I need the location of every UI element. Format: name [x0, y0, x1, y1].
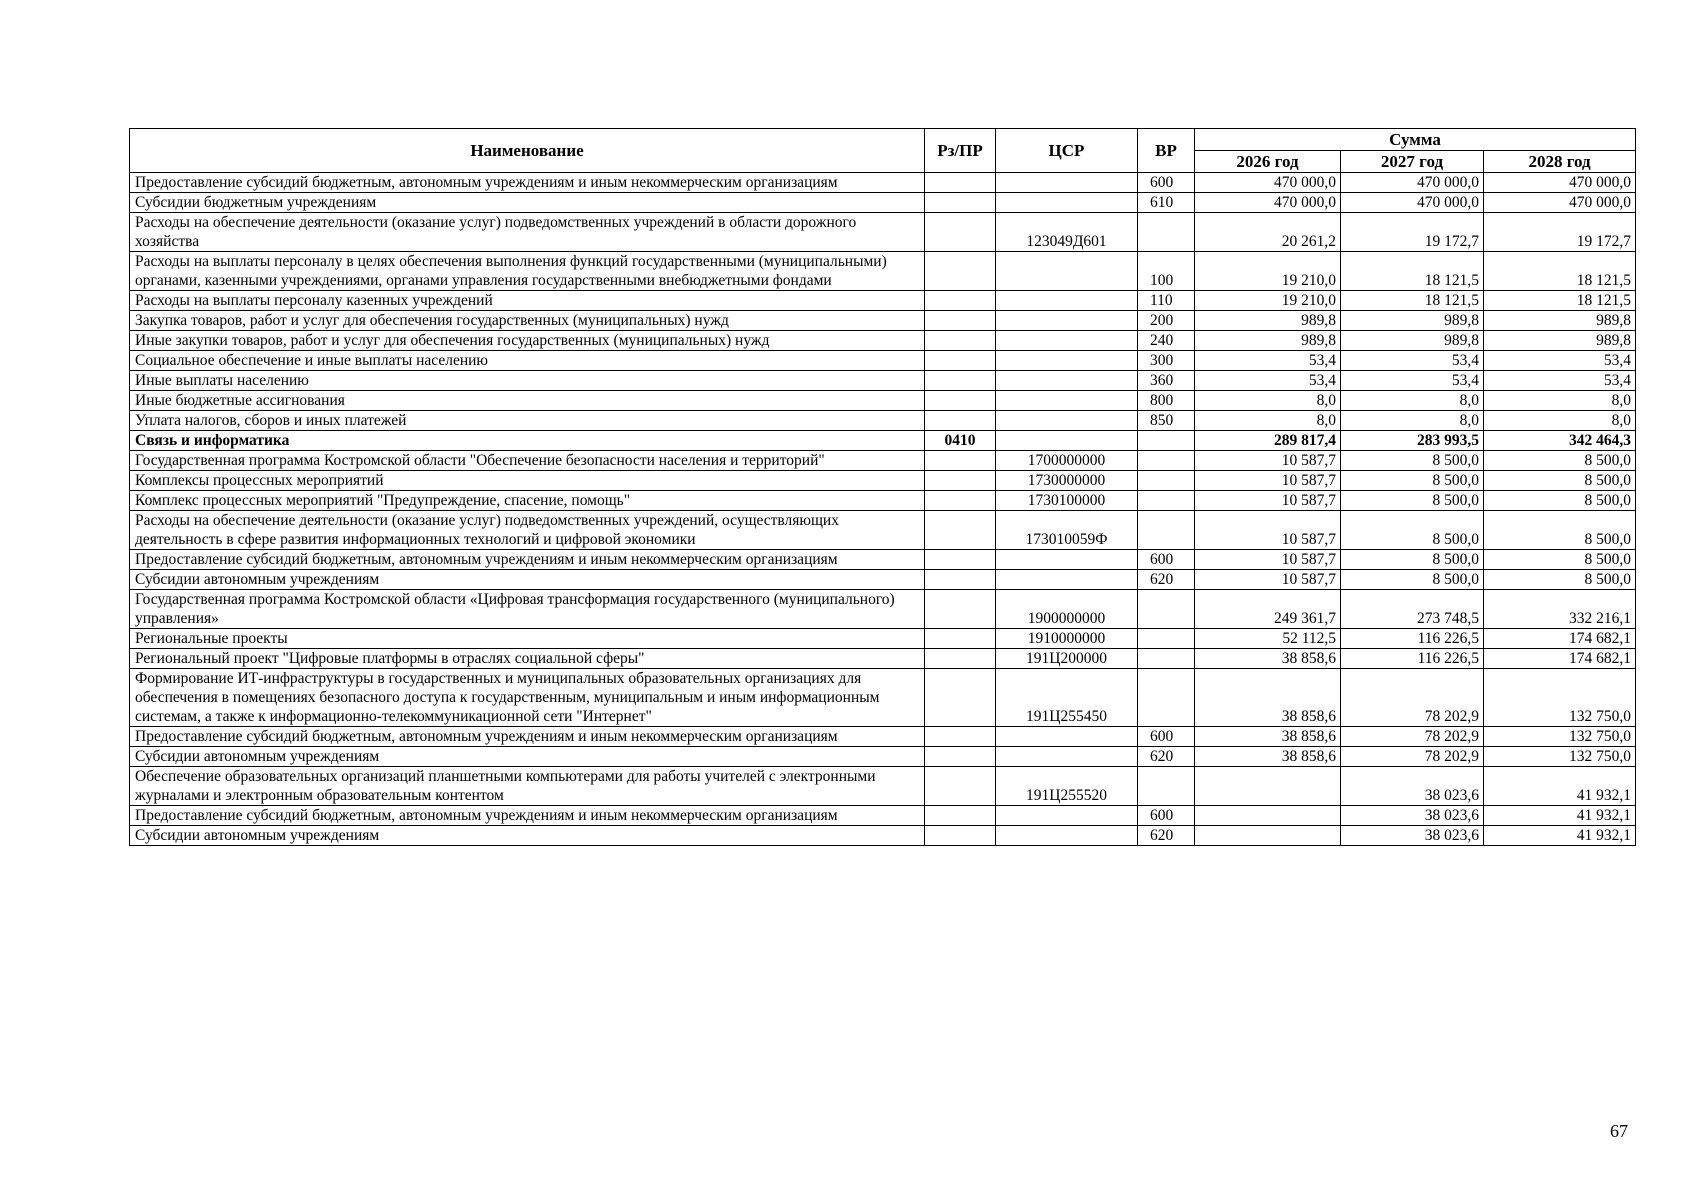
header-year-2026: 2026 год [1195, 151, 1341, 173]
cell-2028: 470 000,0 [1484, 173, 1636, 193]
cell-vr [1138, 491, 1195, 511]
header-sum: Сумма [1195, 129, 1636, 151]
table-row [130, 727, 1636, 747]
cell-2028: 41 932,1 [1484, 826, 1636, 846]
cell-2028: 41 932,1 [1484, 806, 1636, 826]
cell-2027: 78 202,9 [1341, 747, 1484, 767]
cell-rzpr [925, 629, 996, 649]
header-year-2027: 2027 год [1341, 151, 1484, 173]
table-row [130, 351, 1636, 371]
cell-name: Уплата налогов, сборов и иных платежей [130, 411, 925, 431]
cell-vr: 600 [1138, 806, 1195, 826]
cell-csr [996, 391, 1138, 411]
cell-csr: 1730000000 [996, 471, 1138, 491]
header-vr: ВР [1138, 129, 1195, 173]
cell-2027: 116 226,5 [1341, 629, 1484, 649]
cell-csr [996, 311, 1138, 331]
cell-rzpr [925, 411, 996, 431]
cell-2027: 8 500,0 [1341, 451, 1484, 471]
cell-csr: 191Ц255450 [996, 669, 1138, 727]
header-year-2028: 2028 год [1484, 151, 1636, 173]
cell-csr [996, 431, 1138, 451]
cell-vr [1138, 590, 1195, 629]
cell-2027: 989,8 [1341, 311, 1484, 331]
table-row [130, 411, 1636, 431]
table-row [130, 173, 1636, 193]
table-row [130, 193, 1636, 213]
cell-vr: 600 [1138, 173, 1195, 193]
cell-2028: 342 464,3 [1484, 431, 1636, 451]
cell-vr [1138, 431, 1195, 451]
table-row [130, 213, 1636, 252]
table-row [130, 649, 1636, 669]
cell-name: Субсидии автономным учреждениям [130, 570, 925, 590]
table-row [130, 371, 1636, 391]
cell-vr [1138, 669, 1195, 727]
cell-vr [1138, 511, 1195, 550]
cell-vr: 600 [1138, 727, 1195, 747]
cell-rzpr [925, 193, 996, 213]
cell-name: Расходы на выплаты персоналу казенных учреждений [130, 291, 925, 311]
page-number: 67 [1610, 1121, 1628, 1141]
cell-rzpr [925, 806, 996, 826]
cell-2028: 41 932,1 [1484, 767, 1636, 806]
header-rzpr: Рз/ПР [925, 129, 996, 173]
cell-2028: 132 750,0 [1484, 747, 1636, 767]
cell-name: Расходы на обеспечение деятельности (оказание услуг) подведомственных учреждений, осуществляющих деятельность в сфере развития информационных технологий и цифровой экономики [130, 511, 925, 550]
cell-name: Расходы на выплаты персоналу в целях обеспечения выполнения функций государственными (муниципальными) органами, казенными учреждениями, органами управления государственными внебюджетными фондами [130, 252, 925, 291]
table-row [130, 590, 1636, 629]
cell-vr: 850 [1138, 411, 1195, 431]
cell-2027: 8 500,0 [1341, 570, 1484, 590]
cell-vr [1138, 451, 1195, 471]
table-row [130, 669, 1636, 727]
table-row [130, 629, 1636, 649]
cell-rzpr [925, 669, 996, 727]
cell-2028: 332 216,1 [1484, 590, 1636, 629]
cell-2026: 249 361,7 [1195, 590, 1341, 629]
cell-rzpr [925, 311, 996, 331]
cell-name: Государственная программа Костромской области «Цифровая трансформация государственного (муниципального) управления» [130, 590, 925, 629]
table-row [130, 491, 1636, 511]
cell-2027: 19 172,7 [1341, 213, 1484, 252]
cell-name: Субсидии автономным учреждениям [130, 747, 925, 767]
cell-2028: 8,0 [1484, 411, 1636, 431]
cell-rzpr [925, 826, 996, 846]
cell-2026: 19 210,0 [1195, 252, 1341, 291]
cell-2028: 174 682,1 [1484, 629, 1636, 649]
cell-rzpr [925, 491, 996, 511]
header-name: Наименование [130, 129, 925, 173]
cell-csr [996, 826, 1138, 846]
cell-2027: 38 023,6 [1341, 806, 1484, 826]
cell-2028: 8 500,0 [1484, 471, 1636, 491]
cell-vr: 800 [1138, 391, 1195, 411]
table-row [130, 550, 1636, 570]
cell-2027: 18 121,5 [1341, 252, 1484, 291]
table-row [130, 252, 1636, 291]
cell-name: Комплексы процессных мероприятий [130, 471, 925, 491]
cell-2026: 20 261,2 [1195, 213, 1341, 252]
cell-2026: 989,8 [1195, 331, 1341, 351]
table-row [130, 431, 1636, 451]
table-row [130, 570, 1636, 590]
cell-vr [1138, 649, 1195, 669]
cell-2026: 38 858,6 [1195, 747, 1341, 767]
cell-csr [996, 173, 1138, 193]
cell-rzpr [925, 451, 996, 471]
cell-2027: 38 023,6 [1341, 826, 1484, 846]
cell-2028: 8 500,0 [1484, 491, 1636, 511]
cell-rzpr [925, 511, 996, 550]
cell-csr [996, 351, 1138, 371]
cell-name: Социальное обеспечение и иные выплаты населению [130, 351, 925, 371]
cell-2028: 8 500,0 [1484, 511, 1636, 550]
cell-2026: 10 587,7 [1195, 511, 1341, 550]
cell-2027: 283 993,5 [1341, 431, 1484, 451]
table-row [130, 511, 1636, 550]
table-row [130, 767, 1636, 806]
cell-csr [996, 550, 1138, 570]
cell-2027: 470 000,0 [1341, 173, 1484, 193]
cell-2027: 8 500,0 [1341, 511, 1484, 550]
cell-2026: 8,0 [1195, 391, 1341, 411]
cell-2026: 10 587,7 [1195, 451, 1341, 471]
cell-rzpr [925, 570, 996, 590]
cell-rzpr [925, 351, 996, 371]
cell-rzpr [925, 747, 996, 767]
table-row [130, 311, 1636, 331]
cell-csr [996, 291, 1138, 311]
cell-name: Комплекс процессных мероприятий "Предупреждение, спасение, помощь" [130, 491, 925, 511]
cell-name: Предоставление субсидий бюджетным, автономным учреждениям и иным некоммерческим организациям [130, 727, 925, 747]
cell-name: Формирование ИТ-инфраструктуры в государственных и муниципальных образовательных организациях для обеспечения в помещениях безопасного доступа к государственным, муниципальным и иным информационным системам, а также к информационно-телекоммуникационной сети "Интернет" [130, 669, 925, 727]
cell-2026: 8,0 [1195, 411, 1341, 431]
cell-name: Предоставление субсидий бюджетным, автономным учреждениям и иным некоммерческим организациям [130, 806, 925, 826]
cell-2027: 53,4 [1341, 371, 1484, 391]
cell-2028: 8 500,0 [1484, 451, 1636, 471]
cell-name: Обеспечение образовательных организаций планшетными компьютерами для работы учителей с электронными журналами и электронным образовательным контентом [130, 767, 925, 806]
cell-vr [1138, 213, 1195, 252]
cell-rzpr [925, 391, 996, 411]
cell-csr: 123049Д601 [996, 213, 1138, 252]
cell-2026 [1195, 767, 1341, 806]
table-row [130, 451, 1636, 471]
cell-name: Иные закупки товаров, работ и услуг для обеспечения государственных (муниципальных) нужд [130, 331, 925, 351]
cell-rzpr [925, 291, 996, 311]
cell-vr: 110 [1138, 291, 1195, 311]
cell-2028: 132 750,0 [1484, 669, 1636, 727]
cell-vr: 200 [1138, 311, 1195, 331]
table-header [130, 129, 1636, 173]
cell-csr [996, 331, 1138, 351]
cell-name: Региональные проекты [130, 629, 925, 649]
cell-2027: 8 500,0 [1341, 491, 1484, 511]
cell-2026: 53,4 [1195, 351, 1341, 371]
cell-vr: 100 [1138, 252, 1195, 291]
cell-csr: 191Ц255520 [996, 767, 1138, 806]
table-row [130, 331, 1636, 351]
cell-rzpr [925, 550, 996, 570]
cell-rzpr: 0410 [925, 431, 996, 451]
cell-2027: 78 202,9 [1341, 669, 1484, 727]
cell-vr: 620 [1138, 570, 1195, 590]
cell-2026: 10 587,7 [1195, 471, 1341, 491]
cell-2026: 38 858,6 [1195, 649, 1341, 669]
cell-2028: 8,0 [1484, 391, 1636, 411]
cell-2026: 470 000,0 [1195, 173, 1341, 193]
header-row-1 [130, 129, 1636, 151]
cell-2026: 470 000,0 [1195, 193, 1341, 213]
cell-2027: 78 202,9 [1341, 727, 1484, 747]
cell-rzpr [925, 649, 996, 669]
cell-2028: 53,4 [1484, 371, 1636, 391]
cell-name: Региональный проект "Цифровые платформы в отраслях социальной сферы" [130, 649, 925, 669]
cell-2026: 289 817,4 [1195, 431, 1341, 451]
table-row [130, 291, 1636, 311]
cell-csr: 1730100000 [996, 491, 1138, 511]
cell-rzpr [925, 213, 996, 252]
cell-2027: 116 226,5 [1341, 649, 1484, 669]
cell-2027: 8 500,0 [1341, 471, 1484, 491]
table-row [130, 747, 1636, 767]
table-row [130, 391, 1636, 411]
cell-2027: 470 000,0 [1341, 193, 1484, 213]
cell-2028: 132 750,0 [1484, 727, 1636, 747]
cell-2028: 18 121,5 [1484, 291, 1636, 311]
cell-name: Расходы на обеспечение деятельности (оказание услуг) подведомственных учреждений в области дорожного хозяйства [130, 213, 925, 252]
cell-rzpr [925, 471, 996, 491]
cell-csr [996, 193, 1138, 213]
cell-csr: 173010059Ф [996, 511, 1138, 550]
cell-rzpr [925, 371, 996, 391]
cell-2026: 38 858,6 [1195, 669, 1341, 727]
cell-csr: 1910000000 [996, 629, 1138, 649]
cell-vr: 600 [1138, 550, 1195, 570]
cell-name: Связь и информатика [130, 431, 925, 451]
cell-2027: 273 748,5 [1341, 590, 1484, 629]
cell-rzpr [925, 173, 996, 193]
cell-vr [1138, 471, 1195, 491]
cell-2027: 8,0 [1341, 391, 1484, 411]
cell-name: Субсидии бюджетным учреждениям [130, 193, 925, 213]
cell-vr: 610 [1138, 193, 1195, 213]
cell-name: Иные выплаты населению [130, 371, 925, 391]
cell-2028: 18 121,5 [1484, 252, 1636, 291]
cell-rzpr [925, 331, 996, 351]
cell-2026: 10 587,7 [1195, 550, 1341, 570]
cell-2027: 38 023,6 [1341, 767, 1484, 806]
cell-2026 [1195, 806, 1341, 826]
cell-rzpr [925, 727, 996, 747]
cell-csr [996, 747, 1138, 767]
cell-2026: 989,8 [1195, 311, 1341, 331]
cell-2028: 989,8 [1484, 311, 1636, 331]
header-csr: ЦСР [996, 129, 1138, 173]
cell-2028: 8 500,0 [1484, 550, 1636, 570]
cell-name: Иные бюджетные ассигнования [130, 391, 925, 411]
cell-2026: 10 587,7 [1195, 491, 1341, 511]
cell-name: Предоставление субсидий бюджетным, автономным учреждениям и иным некоммерческим организациям [130, 550, 925, 570]
cell-name: Предоставление субсидий бюджетным, автономным учреждениям и иным некоммерческим организациям [130, 173, 925, 193]
cell-rzpr [925, 252, 996, 291]
cell-2028: 989,8 [1484, 331, 1636, 351]
cell-vr [1138, 767, 1195, 806]
cell-2028: 8 500,0 [1484, 570, 1636, 590]
cell-vr [1138, 629, 1195, 649]
cell-2026: 19 210,0 [1195, 291, 1341, 311]
table-row [130, 806, 1636, 826]
cell-2027: 989,8 [1341, 331, 1484, 351]
cell-vr: 360 [1138, 371, 1195, 391]
cell-2027: 8 500,0 [1341, 550, 1484, 570]
cell-csr [996, 806, 1138, 826]
cell-csr [996, 570, 1138, 590]
cell-csr [996, 411, 1138, 431]
cell-2026: 52 112,5 [1195, 629, 1341, 649]
table-body [130, 173, 1636, 846]
cell-name: Субсидии автономным учреждениям [130, 826, 925, 846]
cell-2026: 10 587,7 [1195, 570, 1341, 590]
table-row [130, 826, 1636, 846]
cell-2026 [1195, 826, 1341, 846]
cell-csr [996, 727, 1138, 747]
cell-csr [996, 371, 1138, 391]
cell-2026: 53,4 [1195, 371, 1341, 391]
cell-2028: 19 172,7 [1484, 213, 1636, 252]
budget-table [129, 128, 1636, 846]
cell-2028: 53,4 [1484, 351, 1636, 371]
cell-2028: 470 000,0 [1484, 193, 1636, 213]
cell-vr: 300 [1138, 351, 1195, 371]
cell-2027: 18 121,5 [1341, 291, 1484, 311]
cell-rzpr [925, 590, 996, 629]
cell-vr: 620 [1138, 747, 1195, 767]
cell-2027: 8,0 [1341, 411, 1484, 431]
cell-2027: 53,4 [1341, 351, 1484, 371]
cell-csr: 1700000000 [996, 451, 1138, 471]
cell-name: Закупка товаров, работ и услуг для обеспечения государственных (муниципальных) нужд [130, 311, 925, 331]
cell-csr: 191Ц200000 [996, 649, 1138, 669]
cell-csr: 1900000000 [996, 590, 1138, 629]
cell-vr: 620 [1138, 826, 1195, 846]
cell-rzpr [925, 767, 996, 806]
cell-2026: 38 858,6 [1195, 727, 1341, 747]
cell-vr: 240 [1138, 331, 1195, 351]
cell-csr [996, 252, 1138, 291]
cell-2028: 174 682,1 [1484, 649, 1636, 669]
cell-name: Государственная программа Костромской области "Обеспечение безопасности населения и территорий" [130, 451, 925, 471]
table-row [130, 471, 1636, 491]
